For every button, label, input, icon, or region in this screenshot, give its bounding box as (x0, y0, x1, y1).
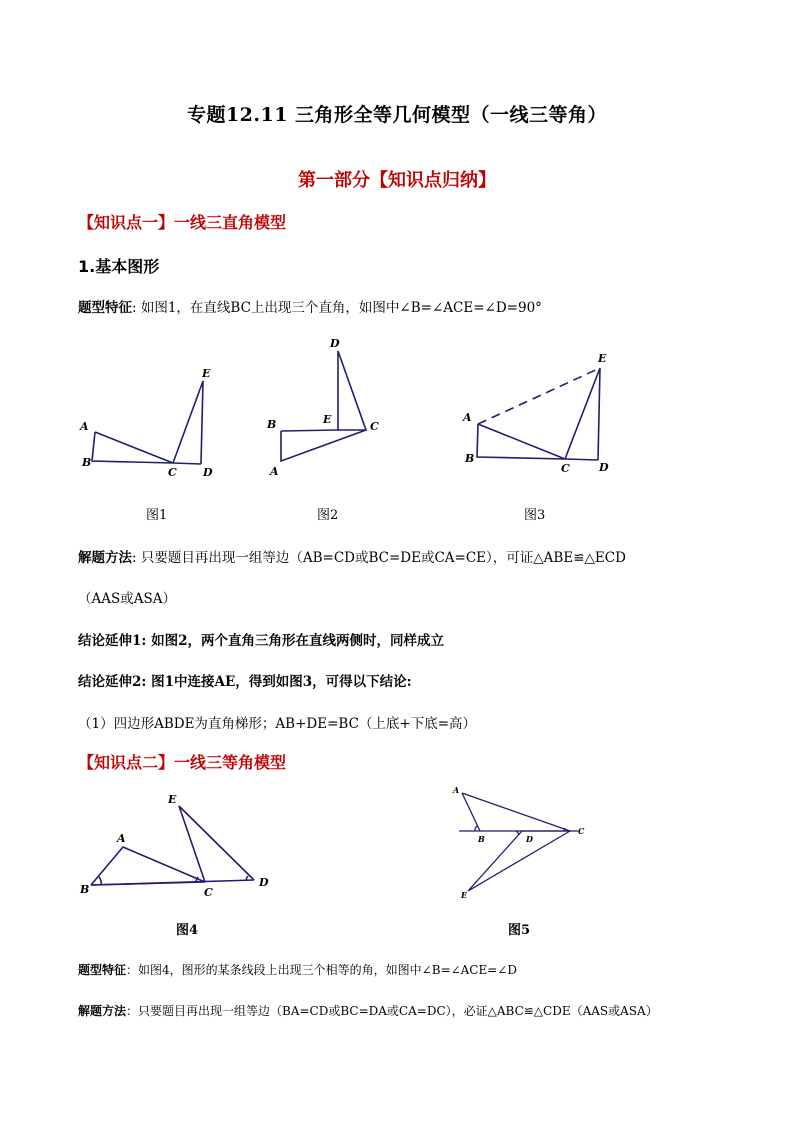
kp2-method (78, 1002, 658, 1019)
kp1-extension-1: 结论延伸1: 如图2，两个直角三角形在直线两侧时，同样成立 (78, 633, 444, 649)
kp2-method-label: 解题方法 (78, 1004, 127, 1018)
kp2-feature-text: ：如图4，图形的某条线段上出现三个相等的角，如图中∠B=∠ACE=∠D (126, 963, 517, 977)
fig5-label-d: D (526, 834, 533, 844)
kp1-feature-label: 题型特征 (78, 300, 132, 316)
kp2-method-text: ：只要题目再出现一组等边（BA=CD或BC=DA或CA=DC），必证△ABC≌△CDE（AAS或ASA） (126, 1004, 658, 1018)
fig3-label-a: A (463, 411, 472, 424)
fig2-line-be (281, 430, 338, 431)
knowledge-point-1-heading: 【知识点一】一线三直角模型 (78, 213, 287, 232)
fig1-label-d: D (203, 466, 213, 479)
fig4-label-d: D (259, 876, 269, 889)
fig4-label-c: C (204, 886, 213, 899)
fig1-label-a: A (80, 420, 89, 433)
fig4-label-e: E (168, 793, 177, 806)
fig5-label-a: A (453, 785, 460, 795)
fig3-label-b: B (465, 452, 475, 465)
fig1-triangle-cde (173, 381, 203, 464)
section-basic-figures: 1.基本图形 (78, 257, 160, 276)
kp1-method-text: : 只要题目再出现一组等边（AB=CD或BC=DE或CA=CE），可证△ABE≌△ECD (132, 550, 626, 566)
fig2-label-a: A (270, 465, 279, 478)
fig2-triangle-dec (338, 351, 366, 430)
kp1-extension-2: 结论延伸2: 图1中连接AE，得到如图3，可得以下结论: (78, 674, 412, 690)
fig3-triangle-abc (477, 424, 565, 459)
fig2-label-d: D (330, 337, 340, 350)
fig4-triangle-abc (91, 847, 205, 885)
figure-2-caption: 图2 (317, 508, 339, 523)
fig2-label-c: C (370, 420, 379, 433)
fig3-label-c: C (561, 462, 570, 475)
page-title: 专题12.11 三角形全等几何模型（一线三等角） (186, 104, 608, 126)
kp1-method-label: 解题方法 (78, 550, 132, 566)
fig4-label-b: B (80, 883, 90, 896)
fig4-label-a: A (117, 832, 126, 845)
part-heading: 第一部分【知识点归纳】 (298, 170, 496, 191)
kp2-feature-label: 题型特征 (78, 963, 127, 977)
fig4-triangle-cde (179, 806, 254, 882)
figure-1-caption: 图1 (146, 508, 168, 523)
fig1-label-e: E (202, 367, 211, 380)
kp1-feature-text: : 如图1，在直线BC上出现三个直角，如图中∠B=∠ACE=∠D=90° (132, 300, 542, 316)
kp1-method-continued: （AAS或ASA） (78, 591, 176, 607)
fig3-label-d: D (599, 461, 609, 474)
fig1-label-b: B (82, 456, 92, 469)
kp2-feature (78, 961, 517, 978)
fig2-triangle-abc (281, 430, 366, 461)
figure-3-caption: 图3 (524, 508, 546, 523)
fig1-triangle-abc (92, 432, 173, 463)
kp1-method (78, 546, 626, 566)
fig5-label-c: C (578, 826, 585, 836)
fig5-angle-b (475, 826, 477, 831)
fig3-triangle-cde (565, 368, 600, 460)
fig5-line-ac (462, 793, 570, 831)
figure-5-caption: 图5 (508, 923, 531, 938)
fig1-label-c: C (168, 466, 177, 479)
fig1-line-cd (173, 463, 201, 464)
fig4-angle-b (99, 877, 101, 885)
fig5-label-b: B (478, 834, 485, 844)
kp1-item-1: （1）四边形ABDE为直角梯形；AB+DE=BC（上底+下底=高） (78, 716, 477, 732)
fig4-baseline (91, 880, 254, 885)
fig3-line-cd (565, 459, 598, 460)
fig2-label-b: B (267, 418, 277, 431)
knowledge-point-2-heading: 【知识点二】一线三等角模型 (78, 753, 287, 772)
fig3-label-e: E (598, 352, 607, 365)
fig5-label-e: E (461, 890, 468, 900)
figure-4-caption: 图4 (176, 923, 199, 938)
fig2-label-e: E (323, 413, 332, 426)
